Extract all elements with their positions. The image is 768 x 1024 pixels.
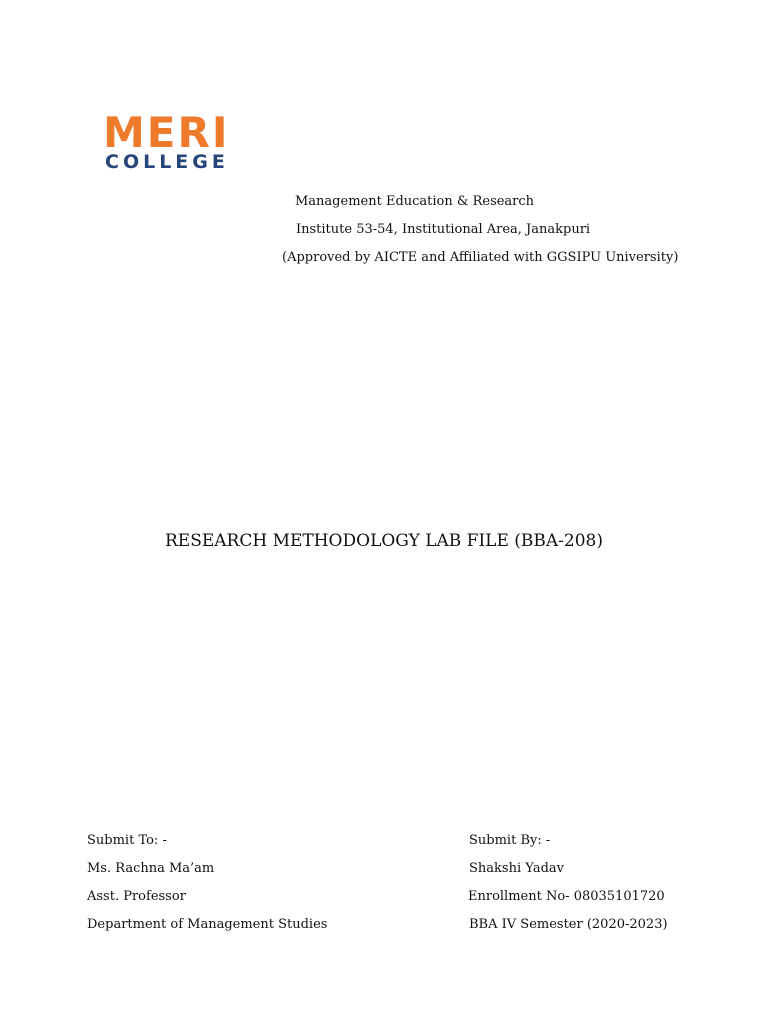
- submit-by-enrollment: Enrollment No- 08035101720: [468, 889, 665, 904]
- institute-approval-line: (Approved by AICTE and Affiliated with GGSIPU University): [282, 250, 679, 265]
- institute-address-line: Institute 53-54, Institutional Area, Janakpuri: [296, 222, 591, 237]
- college-logo: [103, 108, 259, 176]
- submit-to-label: Submit To: -: [87, 833, 167, 848]
- logo-college-text: COLLEGE: [105, 151, 229, 173]
- document-title: RESEARCH METHODOLOGY LAB FILE (BBA-208): [165, 531, 603, 551]
- submit-to-name: Ms. Rachna Ma’am: [87, 861, 215, 876]
- logo-meri-text: MERI: [103, 108, 230, 157]
- submit-by-name: Shakshi Yadav: [469, 861, 564, 876]
- submit-to-department: Department of Management Studies: [87, 917, 328, 932]
- submit-by-program: BBA IV Semester (2020-2023): [469, 917, 668, 932]
- submit-to-designation: Asst. Professor: [87, 889, 186, 904]
- institute-name-line1: Management Education & Research: [295, 194, 535, 209]
- submit-by-label: Submit By: -: [469, 833, 551, 848]
